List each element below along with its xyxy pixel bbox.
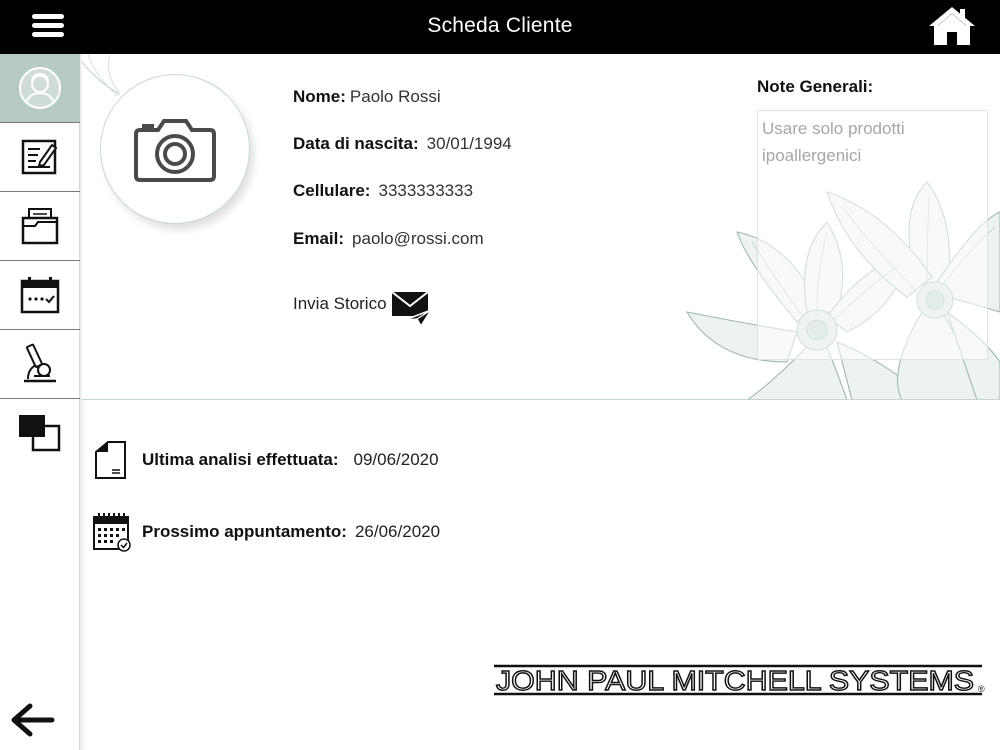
microscope-icon (20, 343, 60, 385)
overlap-squares-icon (17, 413, 63, 455)
calendar-check-icon (92, 512, 132, 552)
sidebar (0, 54, 80, 750)
send-history-label: Invia Storico (293, 294, 387, 313)
email-label: Email: (293, 229, 345, 248)
camera-icon (134, 116, 216, 182)
sidebar-item-microscope[interactable] (0, 330, 80, 399)
name-label: Nome: (293, 87, 346, 106)
mail-send-icon (391, 290, 433, 328)
email-field (293, 229, 484, 249)
next-appointment-label: Prossimo appuntamento: (142, 522, 347, 541)
next-appointment-date: 26/06/2020 (354, 522, 441, 541)
brand-logo (494, 662, 990, 698)
birthdate-value[interactable]: 30/01/1994 (426, 134, 512, 153)
folder-icon (20, 206, 60, 246)
calendar-icon (20, 275, 60, 315)
svg-text:JOHN PAUL MITCHELL SYSTEMS: JOHN PAUL MITCHELL SYSTEMS (496, 665, 974, 696)
birthdate-field (293, 134, 512, 154)
client-info-panel (82, 54, 1000, 400)
last-analysis-date: 09/06/2020 (353, 450, 439, 469)
sidebar-item-client-profile[interactable] (0, 54, 80, 123)
analysis-card-icon (92, 440, 132, 480)
next-appointment-row (92, 512, 440, 552)
page-title: Scheda Cliente (427, 14, 573, 37)
sidebar-item-gallery[interactable] (0, 399, 80, 468)
last-analysis-label: Ultima analisi effettuata: (142, 450, 339, 469)
birthdate-label: Data di nascita: (293, 134, 419, 153)
sidebar-item-edit-notes[interactable] (0, 123, 80, 192)
phone-label: Cellulare: (293, 181, 371, 200)
edit-document-icon (20, 137, 60, 177)
sidebar-item-calendar[interactable] (0, 261, 80, 330)
email-value[interactable]: paolo@rossi.com (352, 229, 484, 248)
back-arrow-icon[interactable] (10, 702, 56, 738)
phone-field (293, 181, 473, 201)
name-field (293, 87, 441, 107)
top-bar (0, 0, 1000, 54)
notes-textarea[interactable]: Usare solo prodotti ipoallergenici (757, 110, 988, 360)
name-value[interactable]: Paolo Rossi (349, 87, 441, 106)
client-photo-button[interactable] (100, 74, 250, 224)
svg-text:®: ® (978, 684, 985, 694)
phone-value[interactable]: 3333333333 (378, 181, 474, 200)
notes-label: Note Generali: (757, 77, 874, 96)
avatar-icon (18, 66, 62, 110)
send-history-button[interactable] (293, 290, 433, 328)
sidebar-item-folders[interactable] (0, 192, 80, 261)
home-icon[interactable] (926, 4, 978, 48)
last-analysis-row (92, 440, 439, 480)
